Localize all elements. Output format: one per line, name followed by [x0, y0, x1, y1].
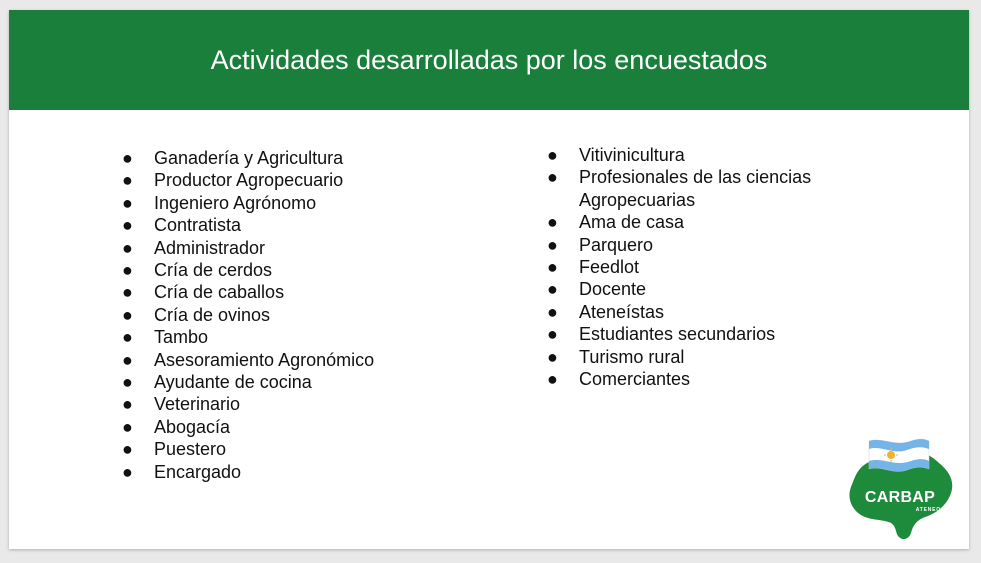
- list-item: [122, 326, 442, 348]
- list-item: [547, 234, 847, 256]
- list-item-label: Contratista: [154, 215, 242, 236]
- slide: [9, 10, 969, 549]
- bullet-icon: ●: [547, 234, 558, 255]
- bullet-icon: ●: [122, 372, 133, 393]
- bullet-icon: ●: [547, 346, 558, 367]
- list-item-label: Ayudante de cocina: [154, 372, 312, 393]
- list-item: [122, 438, 442, 460]
- list-item-label: Puestero: [154, 439, 227, 460]
- title-banner: [9, 10, 969, 110]
- list-item: [547, 346, 847, 368]
- list-item-label: Cría de ovinos: [154, 304, 271, 325]
- list-item: [122, 461, 442, 483]
- list-item-label: Docente: [579, 279, 647, 300]
- list-item-label: Turismo rural: [579, 346, 685, 367]
- list-item: [547, 166, 847, 211]
- list-item-label: Cría de caballos: [154, 282, 285, 303]
- list-item: [122, 237, 442, 259]
- list-item: [547, 368, 847, 390]
- bullet-icon: ●: [547, 279, 558, 300]
- list-item: [122, 169, 442, 191]
- list-item-label: Vitivinicultura: [579, 145, 685, 165]
- list-item-label: Asesoramiento Agronómico: [154, 349, 375, 370]
- list-item-label: Administrador: [154, 237, 266, 258]
- list-item: [547, 144, 847, 166]
- bullet-icon: ●: [122, 148, 133, 168]
- bullet-icon: ●: [122, 439, 133, 460]
- list-item: [122, 259, 442, 281]
- logo-subtitle: ATENEO: [915, 507, 941, 513]
- bullet-icon: ●: [122, 260, 133, 281]
- bullet-icon: ●: [122, 215, 133, 236]
- carbap-logo: [839, 433, 959, 543]
- list-item: [122, 371, 442, 393]
- list-item: [122, 214, 442, 236]
- activities-list-left: [122, 147, 442, 483]
- bullet-icon: ●: [547, 257, 558, 278]
- list-item-label: Veterinario: [154, 394, 241, 415]
- bullet-icon: ●: [122, 416, 133, 437]
- list-item-label: Comerciantes: [579, 369, 691, 390]
- bullet-icon: ●: [122, 394, 133, 415]
- list-item-label: Profesionales de las ciencias Agropecuarias: [579, 167, 812, 210]
- activities-list-right: [547, 144, 847, 390]
- bullet-icon: ●: [122, 237, 133, 258]
- list-item-label: Productor Agropecuario: [154, 170, 344, 191]
- list-item: [547, 256, 847, 278]
- list-item-label: Ganadería y Agricultura: [154, 148, 344, 168]
- bullet-icon: ●: [122, 192, 133, 213]
- list-item-label: Ateneístas: [579, 301, 665, 322]
- list-item: [547, 301, 847, 323]
- bullet-icon: ●: [122, 349, 133, 370]
- bullet-icon: ●: [122, 282, 133, 303]
- list-item-label: Cría de cerdos: [154, 260, 273, 281]
- slide-title: Actividades desarrolladas por los encuestados: [210, 45, 768, 75]
- list-item: [122, 416, 442, 438]
- list-item-label: Parquero: [579, 234, 654, 255]
- list-item: [547, 211, 847, 233]
- list-item: [122, 393, 442, 415]
- list-item: [547, 278, 847, 300]
- bullet-icon: ●: [547, 145, 558, 165]
- bullet-icon: ●: [122, 304, 133, 325]
- bullet-icon: ●: [547, 212, 558, 233]
- list-item: [122, 147, 442, 169]
- bullet-icon: ●: [122, 461, 133, 482]
- bullet-icon: ●: [122, 327, 133, 348]
- bullet-icon: ●: [547, 369, 558, 390]
- list-item: [122, 349, 442, 371]
- list-item-label: Ama de casa: [579, 212, 685, 233]
- bullet-icon: ●: [547, 167, 558, 188]
- list-item-label: Abogacía: [154, 416, 231, 437]
- list-item: [547, 323, 847, 345]
- list-item-label: Feedlot: [579, 257, 640, 278]
- list-item-label: Tambo: [154, 327, 209, 348]
- logo-name: CARBAP: [864, 489, 936, 506]
- list-item: [122, 281, 442, 303]
- argentina-flag-map-icon: [839, 433, 959, 543]
- list-item-label: Ingeniero Agrónomo: [154, 192, 317, 213]
- bullet-icon: ●: [547, 324, 558, 345]
- list-item: [122, 192, 442, 214]
- bullet-icon: ●: [122, 170, 133, 191]
- bullet-icon: ●: [547, 301, 558, 322]
- list-item-label: Encargado: [154, 461, 242, 482]
- list-item: [122, 304, 442, 326]
- list-item-label: Estudiantes secundarios: [579, 324, 776, 345]
